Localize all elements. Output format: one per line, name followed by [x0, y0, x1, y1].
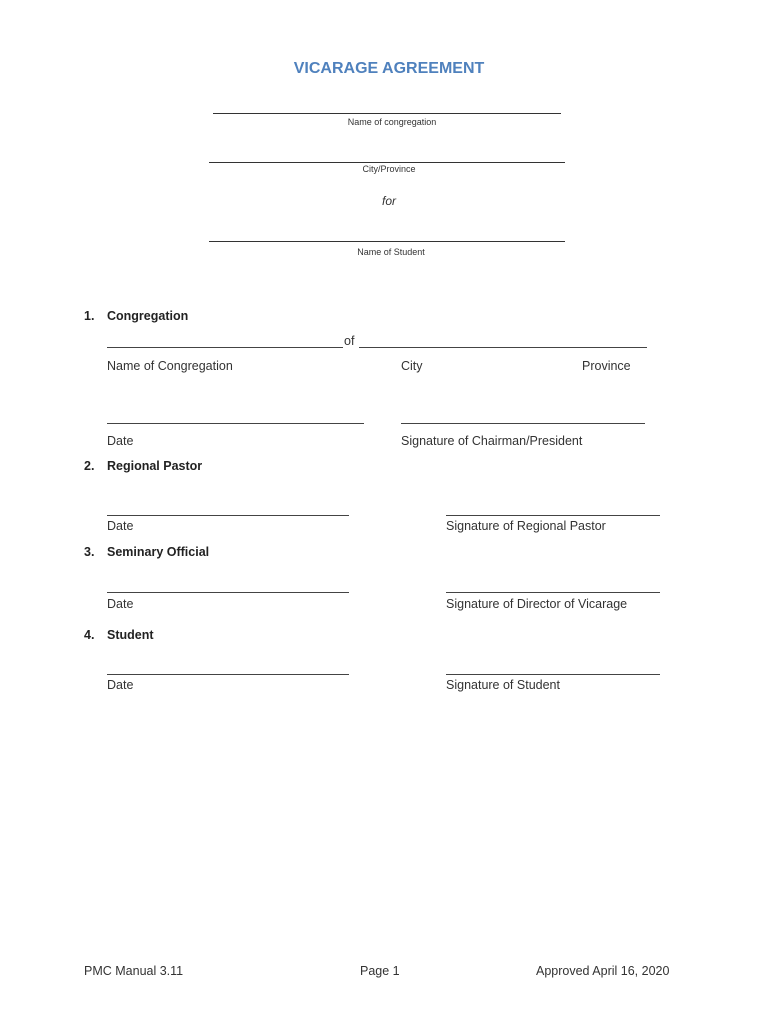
- page-title: VICARAGE AGREEMENT: [293, 60, 485, 77]
- section-1-signature-label: Signature of Chairman/President: [401, 434, 583, 448]
- section-4-signature-line[interactable]: [446, 674, 660, 675]
- congregation-name-field[interactable]: [107, 347, 343, 348]
- section-3-date-label: Date: [107, 597, 134, 611]
- student-name-caption: Name of Student: [357, 247, 425, 257]
- student-name-line[interactable]: [209, 241, 565, 242]
- section-3-heading: Seminary Official: [107, 545, 210, 559]
- section-4-date-label: Date: [107, 678, 134, 692]
- section-1-number: 1.: [84, 309, 95, 323]
- city-province-caption: City/Province: [362, 164, 416, 174]
- city-province-field[interactable]: [359, 347, 647, 348]
- congregation-name-caption: Name of congregation: [347, 117, 437, 127]
- province-label: Province: [582, 359, 631, 373]
- footer-manual-ref: PMC Manual 3.11: [84, 964, 184, 978]
- section-2-signature-line[interactable]: [446, 515, 660, 516]
- section-4-signature-label: Signature of Student: [446, 678, 560, 692]
- section-1-signature-line[interactable]: [401, 423, 645, 424]
- section-2-date-line[interactable]: [107, 515, 349, 516]
- section-2-signature-label: Signature of Regional Pastor: [446, 519, 606, 533]
- section-3-signature-label: Signature of Director of Vicarage: [446, 597, 628, 611]
- name-of-congregation-label: Name of Congregation: [107, 359, 233, 373]
- section-1-date-line[interactable]: [107, 423, 364, 424]
- congregation-name-line[interactable]: [213, 113, 561, 114]
- city-label: City: [401, 359, 423, 373]
- footer-page-number: Page 1: [360, 964, 400, 978]
- section-3-date-line[interactable]: [107, 592, 349, 593]
- section-2-date-label: Date: [107, 519, 134, 533]
- city-province-line[interactable]: [209, 162, 565, 163]
- section-2-heading: Regional Pastor: [107, 459, 203, 473]
- section-1-heading: Congregation: [107, 309, 189, 323]
- section-4-number: 4.: [84, 628, 95, 642]
- section-3-number: 3.: [84, 545, 95, 559]
- section-4-heading: Student: [107, 628, 154, 642]
- section-4-date-line[interactable]: [107, 674, 349, 675]
- section-3-signature-line[interactable]: [446, 592, 660, 593]
- section-2-number: 2.: [84, 459, 95, 473]
- footer-approval-date: Approved April 16, 2020: [536, 964, 670, 978]
- section-1-date-label: Date: [107, 434, 134, 448]
- for-text: for: [381, 194, 396, 208]
- of-text: of: [344, 334, 355, 348]
